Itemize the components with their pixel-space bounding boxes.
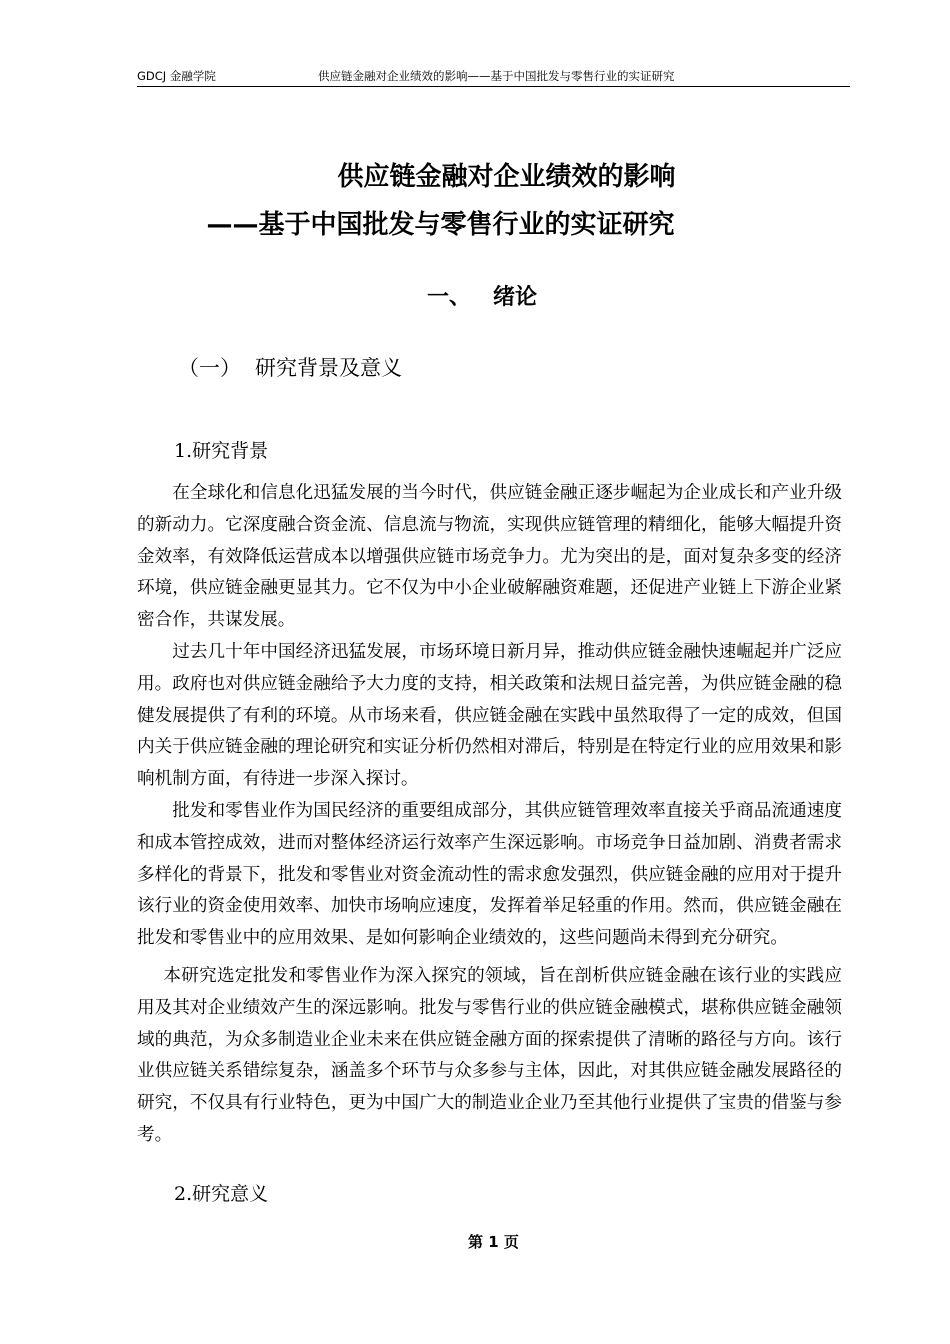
section-number: （一） <box>178 356 241 380</box>
subsection-heading-background: 1.研究背景 <box>174 440 269 462</box>
chapter-number: 一、 <box>427 285 472 310</box>
paper-subtitle: ——基于中国批发与零售行业的实证研究 <box>206 210 675 240</box>
subsection-heading-significance: 2.研究意义 <box>174 1183 269 1205</box>
page-header <box>137 69 850 87</box>
section-heading <box>178 354 402 382</box>
header-running-title: 供应链金融对企业绩效的影响——基于中国批发与零售行业的实证研究 <box>318 69 675 83</box>
body-text <box>137 478 842 1152</box>
paragraph: 过去几十年中国经济迅猛发展，市场环境日新月异，推动供应链金融快速崛起并广泛应用。政府也对供应链金融给予大力度的支持，相关政策和法规日益完善，为供应链金融的稳健发展提供了有利的环境。从市场来看，供应链金融在实践中虽然取得了一定的成效，但国内关于供应链金融的理论研究和实证分析仍然相对滞后，特别是在特定行业的应用效果和影响机制方面，有待进一步深入探讨。 <box>137 641 842 790</box>
paragraph: 在全球化和信息化迅猛发展的当今时代，供应链金融正逐步崛起为企业成长和产业升级的新动力。它深度融合资金流、信息流与物流，实现供应链管理的精细化，能够大幅提升资金效率，有效降低运营成本以增强供应链市场竞争力。尤为突出的是，面对复杂多变的经济环境，供应链金融更显其力。它不仅为中小企业破解融资难题，还促进产业链上下游企业紧密合作，共谋发展。 <box>137 483 842 631</box>
paper-title: 供应链金融对企业绩效的影响 <box>337 162 676 192</box>
page-number: 第 1 页 <box>468 1233 519 1251</box>
paragraph: 批发和零售业作为国民经济的重要组成部分，其供应链管理效率直接关乎商品流通速度和成本管控成效，进而对整体经济运行效率产生深远影响。市场竞争日益加剧、消费者需求多样化的背景下，批发和零售业对资金流动性的需求愈发强烈，供应链金融的应用对于提升该行业的资金使用效率、加快市场响应速度，发挥着举足轻重的作用。然而，供应链金融在批发和零售业中的应用效果、是如何影响企业绩效的，这些问题尚未得到充分研究。 <box>137 800 842 949</box>
header-institution: GDCJ 金融学院 <box>137 69 216 83</box>
section-name: 研究背景及意义 <box>255 356 402 380</box>
chapter-name: 绪论 <box>493 285 538 310</box>
paragraph: 本研究选定批发和零售业作为深入探究的领域，旨在剖析供应链金融在该行业的实践应用及其对企业绩效产生的深远影响。批发与零售行业的供应链金融模式，堪称供应链金融领域的典范，为众多制造业企业未来在供应链金融方面的探索提供了清晰的路径与方向。该行业供应链关系错综复杂，涵盖多个环节与众多参与主体，因此，对其供应链金融发展路径的研究，不仅具有行业特色，更为中国广大的制造业企业乃至其他行业提供了宝贵的借鉴与参考。 <box>137 965 842 1145</box>
chapter-heading <box>427 284 537 312</box>
